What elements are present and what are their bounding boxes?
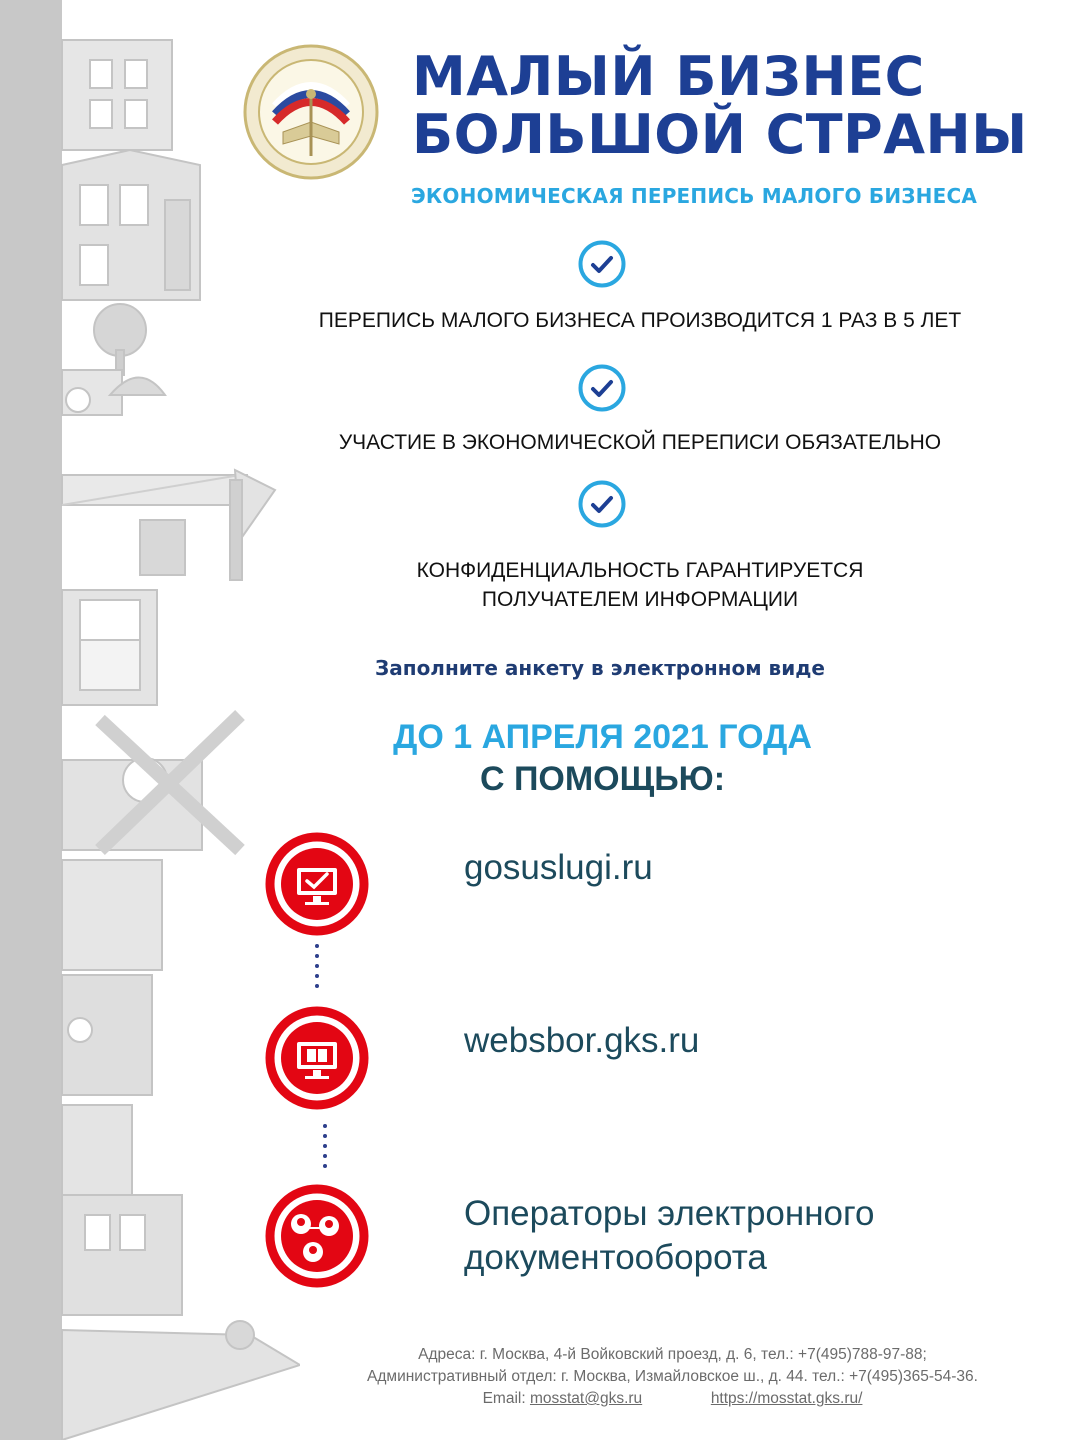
footer-contacts	[300, 1344, 1045, 1410]
fact-confidentiality-line-1: КОНФИДЕНЦИАЛЬНОСТЬ ГАРАНТИРУЕТСЯ	[416, 559, 864, 582]
email-link[interactable]: mosstat@gks.ru	[529, 1390, 643, 1407]
monitor-document-icon	[263, 1004, 371, 1112]
fill-online-text: Заполните анкету в электронном виде	[375, 656, 825, 680]
gosuslugi-link[interactable]: gosuslugi.ru	[464, 848, 653, 887]
check-circle-icon	[578, 240, 626, 288]
email-label: Email:	[482, 1390, 526, 1407]
title-line-2: БОЛЬШОЙ СТРАНЫ	[412, 103, 1028, 166]
check-circle-icon	[578, 364, 626, 412]
fact-confidentiality	[240, 556, 1040, 614]
footer-address: Адреса: г. Москва, 4-й Войковский проезд, д. 6, тел.: +7(495)788-97-88;	[418, 1346, 927, 1363]
edo-operators-text	[464, 1192, 874, 1280]
fact-confidentiality-line-2: ПОЛУЧАТЕЛЕМ ИНФОРМАЦИИ	[481, 588, 799, 611]
city-buildings-illustration	[0, 0, 300, 1440]
monitor-check-icon	[263, 830, 371, 938]
website-link[interactable]: https://mosstat.gks.ru/	[710, 1390, 863, 1407]
with-help-heading: С ПОМОЩЬЮ:	[479, 760, 726, 798]
title-line-1: МАЛЫЙ БИЗНЕС	[412, 45, 925, 108]
page-subtitle: ЭКОНОМИЧЕСКАЯ ПЕРЕПИСЬ МАЛОГО БИЗНЕСА	[411, 184, 978, 208]
connector-dots	[323, 1124, 329, 1174]
fact-census-frequency: ПЕРЕПИСЬ МАЛОГО БИЗНЕСА ПРОИЗВОДИТСЯ 1 РАЗ В 5 ЛЕТ	[318, 309, 962, 332]
people-network-icon	[263, 1182, 371, 1290]
websbor-link[interactable]: websbor.gks.ru	[464, 1021, 700, 1060]
footer-admin-address: Административный отдел: г. Москва, Измайловское ш., д. 44. тел.: +7(495)365-54-36.	[367, 1368, 978, 1385]
connector-dots	[315, 944, 321, 994]
page-title	[412, 45, 1028, 166]
footer-links-row	[300, 1388, 1045, 1410]
edo-operators-line-2: документооборота	[464, 1238, 767, 1277]
deadline-heading: ДО 1 АПРЕЛЯ 2021 ГОДА	[393, 718, 812, 756]
check-circle-icon	[578, 480, 626, 528]
edo-operators-line-1: Операторы электронного	[464, 1194, 875, 1233]
rosstat-emblem-logo	[243, 44, 379, 180]
fact-participation-mandatory: УЧАСТИЕ В ЭКОНОМИЧЕСКОЙ ПЕРЕПИСИ ОБЯЗАТЕЛЬНО	[338, 431, 942, 454]
